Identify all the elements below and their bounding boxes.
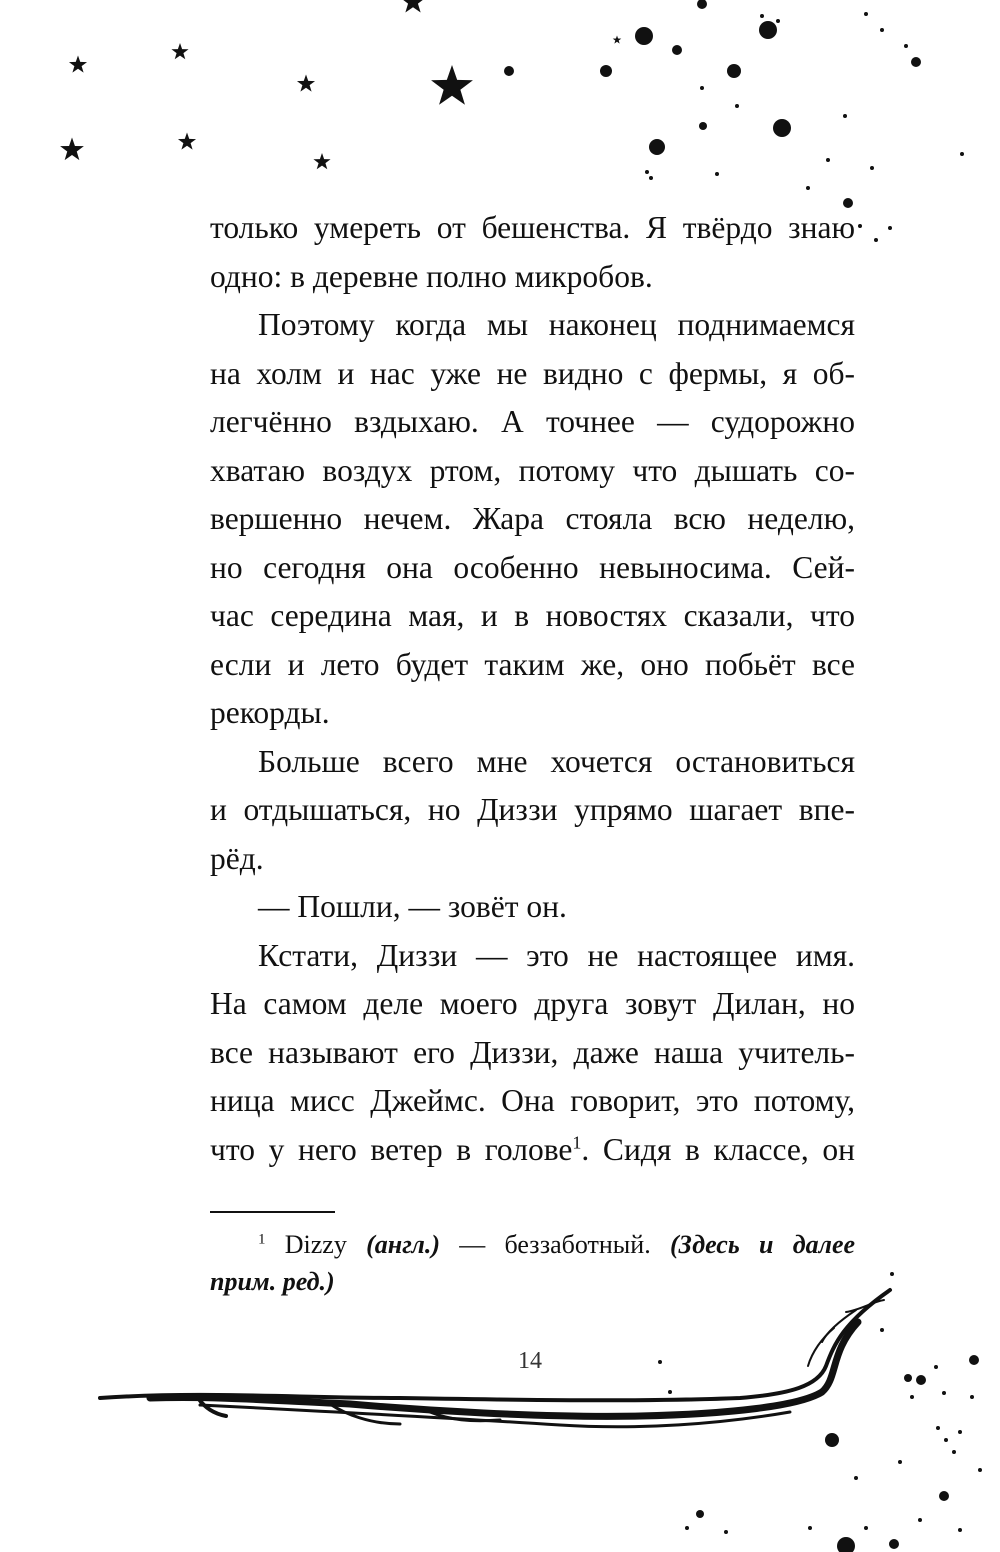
paragraph [210,301,855,738]
footnote-definition: — беззаботный. [439,1230,670,1259]
text-line: час середина мая, и в новостях сказали, что [210,598,855,633]
dot [668,1390,672,1394]
star-icon-group [60,0,621,169]
star-icon [401,0,426,13]
dot [697,0,707,9]
dot [759,21,777,39]
text-line: рёд. [210,840,264,876]
text-line: хватаю воздух ртом, потому что дышать со- [210,452,855,488]
dot [837,1537,855,1552]
text-line: если и лето будет таким же, оно побьёт все [210,646,855,682]
text-line: Больше всего мне хочется остановиться [258,743,855,779]
dot [944,1438,948,1442]
dot [649,139,665,155]
dot [958,1528,962,1532]
page-number: 14 [518,1348,542,1374]
dot [889,1539,899,1549]
text-fragment: что у него ветер в голове [210,1131,573,1167]
dot [880,28,884,32]
dot [874,238,878,242]
dot [890,1272,894,1276]
dot [942,1391,946,1395]
dot [864,1526,868,1530]
dot [880,1328,884,1332]
footnote-editor-note: (Здесь и далее [669,1230,856,1259]
footnote-language: (англ.) [366,1230,440,1259]
dot [870,166,874,170]
dot [904,44,908,48]
paragraph [210,883,855,932]
paragraph [210,204,855,301]
dot [672,45,682,55]
footnote-divider [210,1211,335,1213]
dot [960,152,964,156]
footnote-reference[interactable]: 1 [572,1132,582,1152]
dot [825,1433,839,1447]
dot [649,176,653,180]
dot [715,172,719,176]
dot [699,122,707,130]
text-line: все называют его Диззи, даже наша учитель- [210,1034,855,1070]
branch [100,1290,890,1427]
star-icon [69,56,87,73]
dot [969,1355,979,1365]
paragraph [210,932,855,1175]
text-line: одно: в деревне полно микробов. [210,258,653,294]
dot [916,1375,926,1385]
dot [858,224,862,228]
star-icon [178,133,196,150]
dot [826,158,830,162]
text-line [210,1126,855,1175]
star-icon [60,138,84,161]
dot [696,1510,704,1518]
text-line: только умереть от бешенства. Я твёрдо знаю [210,210,855,245]
text-line: на холм и нас уже не видно с фермы, я об- [210,355,855,391]
dot [911,57,921,67]
dot [939,1491,949,1501]
dot [808,1526,812,1530]
paragraph [210,738,855,884]
dot [727,64,741,78]
text-line: Кстати, Диззи — это не настоящее имя. [258,937,855,973]
dot [934,1365,938,1369]
text-line: — Пошли, — зовёт он. [258,889,567,924]
dot [888,226,892,230]
dot [898,1460,902,1464]
dot [910,1395,914,1399]
text-line: но сегодня она особенно невыносима. Сей- [210,549,855,585]
text-line: ница мисс Джеймс. Она говорит, это потому, [210,1083,855,1118]
dot [854,1476,858,1480]
dot [970,1395,974,1399]
star-icon [313,153,330,169]
footnote-line [210,1263,855,1300]
star-icon [613,36,622,44]
text-line: и отдышаться, но Диззи упрямо шагает впе- [210,792,855,827]
text-fragment: . Сидя в классе, он [581,1131,855,1167]
dot [600,65,612,77]
text-line: Поэтому когда мы наконец поднимаемся [258,307,855,342]
text-line: легчённо вздыхаю. А точнее — судорожно [210,404,855,439]
dot [904,1374,912,1382]
footnote-line [210,1226,855,1263]
footnote-number: 1 [258,1231,266,1248]
dot [958,1430,962,1434]
dot [918,1518,922,1522]
dot [936,1426,940,1430]
dot [864,12,868,16]
text-line: рекорды. [210,695,330,730]
star-icon [171,43,188,59]
dot [658,1360,662,1364]
dot [952,1450,956,1454]
footnote-editor-note: прим. ред.) [210,1267,335,1296]
dot [635,27,653,45]
dot [685,1526,689,1530]
text-line: На самом деле моего друга зовут Дилан, но [210,986,855,1021]
dot [724,1530,728,1534]
star-icon [297,75,315,92]
dot [843,114,847,118]
dot [760,14,764,18]
body-text [210,204,855,1174]
dot [645,170,649,174]
dot [806,186,810,190]
dot [735,104,739,108]
footnote-term: Dizzy [284,1230,347,1259]
star-icon [431,65,473,105]
footnote [210,1226,855,1300]
dot [776,19,780,23]
dot [978,1468,982,1472]
dot [504,66,514,76]
dot [700,86,704,90]
text-line: вершенно нечем. Жара стояла всю неделю, [210,501,855,536]
dot [773,119,791,137]
